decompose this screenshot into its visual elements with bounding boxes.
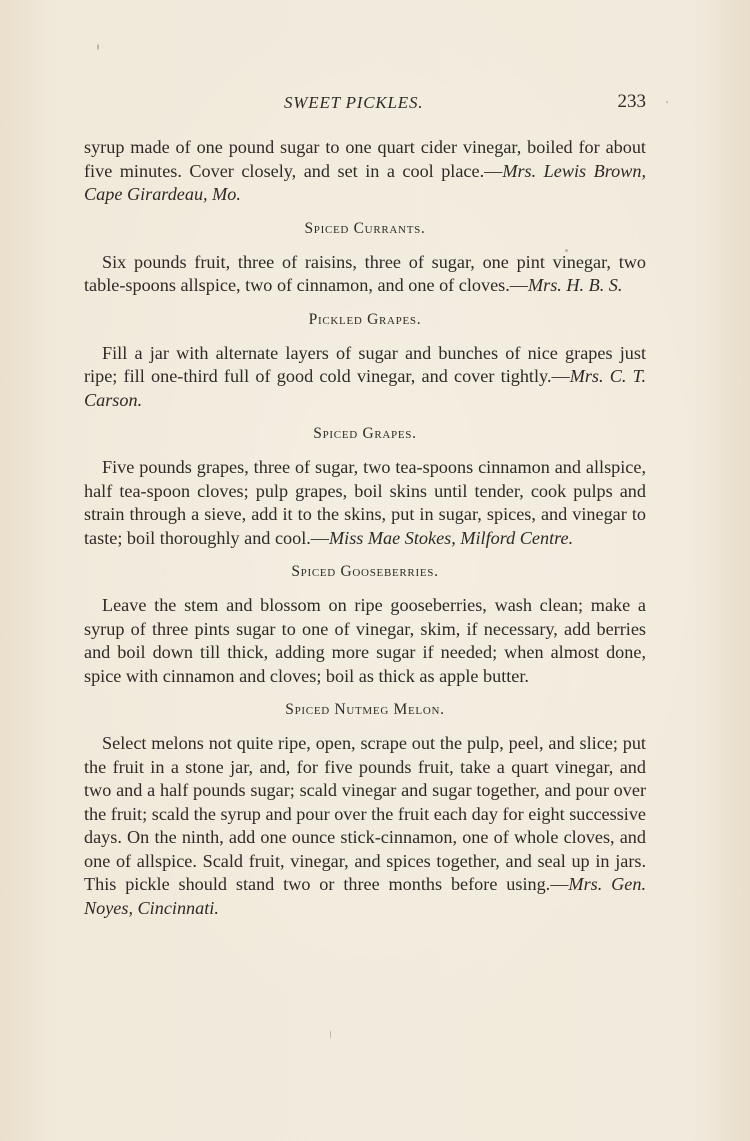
recipe-heading-spiced-currants: Spiced Currants. [304, 219, 426, 237]
recipe-body-spiced-gooseberries [84, 594, 646, 688]
paper-speck [666, 101, 668, 103]
paper-speck [330, 1030, 331, 1039]
page-number: 233 [617, 91, 646, 112]
recipe-attribution: Mrs. C. T. Carson. [84, 366, 646, 410]
recipe-heading-pickled-grapes: Pickled Grapes. [308, 310, 422, 328]
recipe-attribution: Miss Mae Stokes, Milford Centre. [329, 527, 574, 548]
page-content [84, 136, 646, 920]
recipe-text: Six pounds fruit, three of raisins, three of sugar, one pint vinegar, two table-spoons allspice, two of cinnamon, and one of cloves.— [84, 251, 646, 295]
recipe-text: Leave the stem and blossom on ripe gooseberries, wash clean; make a syrup of three pints sugar to one of vinegar, skim, if necessary, add berries and boil down till thick, adding more sugar if needed; when almost done, spice with cinnamon and cloves; boil as thick as apple butter. [84, 595, 646, 686]
paper-speck [97, 44, 99, 50]
recipe-heading-spiced-grapes: Spiced Grapes. [313, 425, 417, 442]
recipe-body-spiced-currants [84, 251, 646, 298]
continuation-attribution: Mrs. Lewis Brown, Cape Girardeau, Mo. [84, 160, 646, 204]
continuation-paragraph [84, 136, 646, 207]
recipe-heading-spiced-gooseberries: Spiced Gooseberries. [291, 563, 439, 580]
running-header [84, 93, 646, 117]
recipe-text: Select melons not quite ripe, open, scrape out the pulp, peel, and slice; put the fruit in a stone jar, and, for five pounds fruit, take a quart vinegar, and two and a half pounds sugar; scald vinegar and sugar together, and pour over the fruit; scald the syrup and pour over the fruit each day for eight successive days. On the ninth, add one ounce stick-cinnamon, one of whole cloves, and one of allspice. Scald fruit, vinegar, and spices together, and seal up in jars. This pickle should stand two or three months before using.— [84, 733, 646, 894]
recipe-body-spiced-nutmeg-melon [84, 732, 646, 920]
recipe-attribution: Mrs. H. B. S. [527, 275, 623, 295]
running-title: SWEET PICKLES. [284, 93, 424, 112]
recipe-body-spiced-grapes [84, 456, 646, 550]
recipe-text: Five pounds grapes, three of sugar, two tea-spoons cinnamon and allspice, half tea-spoon cloves; pulp grapes, boil skins until tender, cook pulps and strain through a sieve, add it to the skins, put in sugar, spices, and vinegar to taste; boil thoroughly and cool.— [84, 457, 646, 548]
recipe-heading-spiced-nutmeg-melon: Spiced Nutmeg Melon. [285, 701, 445, 718]
recipe-attribution: Mrs. Gen. Noyes, Cincinnati. [84, 874, 646, 918]
recipe-body-pickled-grapes [84, 342, 646, 413]
recipe-text: Fill a jar with alternate layers of sugar and bunches of nice grapes just ripe; fill one-third full of good cold vinegar, and cover tightly.— [84, 342, 646, 386]
continuation-text: syrup made of one pound sugar to one quart cider vinegar, boiled for about five minutes. Cover closely, and set in a cool place.— [84, 137, 646, 181]
